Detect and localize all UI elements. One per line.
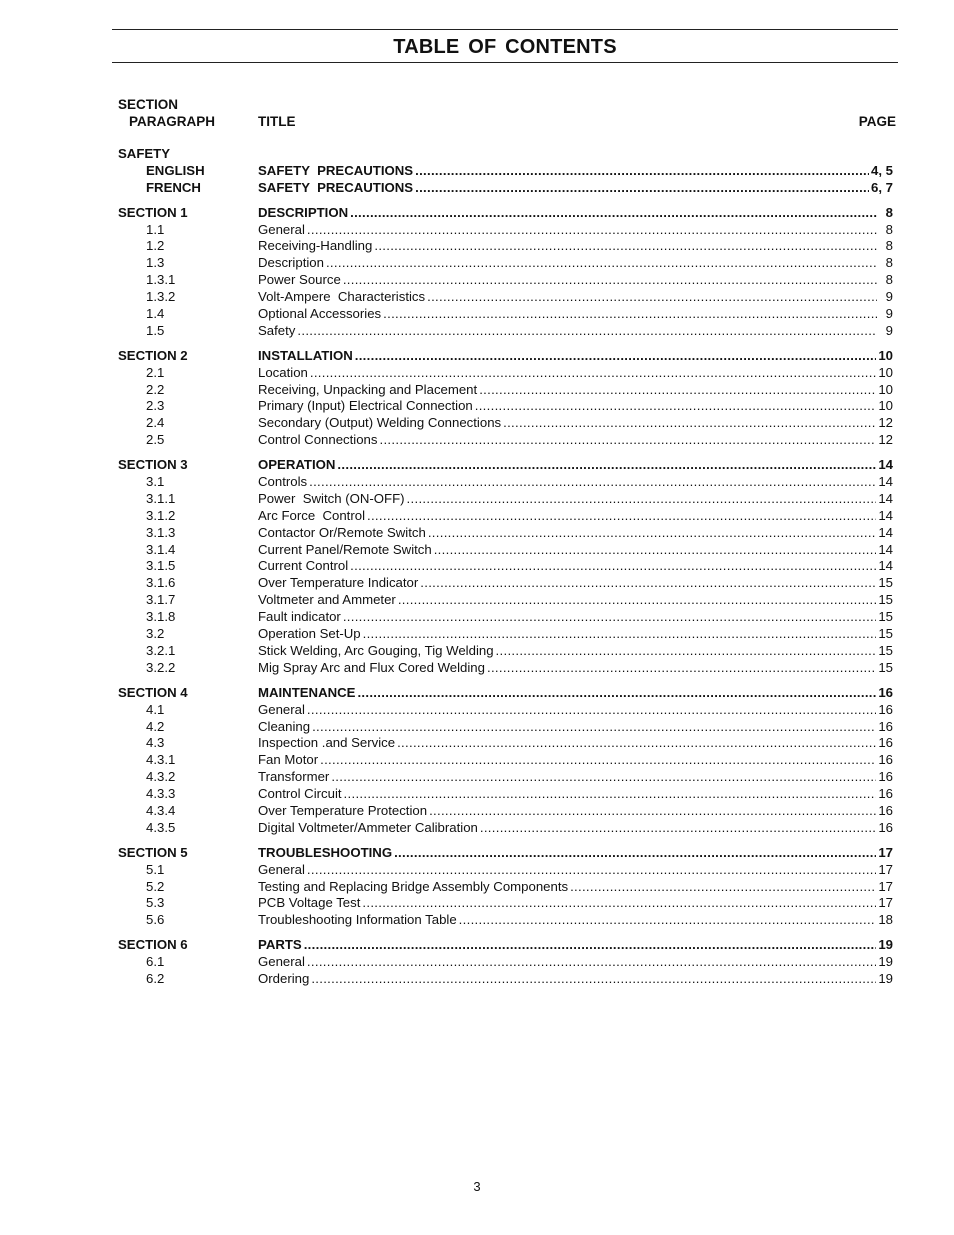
toc-entry — [118, 752, 893, 769]
toc-entry-page: 12 — [878, 415, 893, 431]
toc-entry-title: Cleaning — [258, 718, 311, 734]
toc-entry-title: Inspection .and Service — [258, 735, 396, 751]
toc-entry-number: 4.3.3 — [146, 786, 176, 802]
dot-leader — [337, 457, 876, 474]
toc-entry-number: SECTION 6 — [118, 937, 188, 953]
toc-entry-title: Contactor Or/Remote Switch — [258, 524, 426, 540]
toc-entry-page: 16 — [878, 802, 893, 818]
toc-entry — [118, 306, 893, 323]
dot-leader — [307, 222, 877, 239]
toc-entry-number: 4.3.5 — [146, 819, 176, 835]
toc-entry — [118, 323, 893, 340]
toc-entry-title: Description — [258, 255, 324, 271]
toc-entry-line — [258, 457, 893, 474]
toc-entry-line — [258, 820, 893, 837]
toc-entry — [118, 592, 893, 609]
header-page: PAGE — [858, 114, 896, 129]
toc-entry-number: 1.3.1 — [146, 272, 176, 288]
toc-list — [118, 146, 893, 996]
toc-entry — [118, 971, 893, 988]
toc-entry — [118, 542, 893, 559]
dot-leader — [350, 558, 876, 575]
toc-entry-title: Controls — [258, 474, 308, 490]
toc-entry-page: 15 — [878, 609, 893, 625]
dot-leader — [374, 238, 877, 255]
toc-entry — [118, 735, 893, 752]
toc-entry-page: 16 — [878, 701, 893, 717]
toc-entry-line — [258, 382, 893, 399]
toc-entry-number: SECTION 1 — [118, 204, 188, 220]
toc-entry-number: 1.2 — [146, 238, 165, 254]
toc-entry-page: 17 — [878, 895, 893, 911]
toc-entry-number: 4.2 — [146, 718, 165, 734]
dot-leader — [304, 937, 877, 954]
toc-entry — [118, 432, 893, 449]
dot-leader — [307, 862, 876, 879]
toc-entry — [118, 255, 893, 272]
toc-entry-page: 16 — [878, 735, 893, 751]
toc-entry-page: 10 — [878, 398, 893, 414]
toc-entry-page: 16 — [878, 786, 893, 802]
dot-leader — [427, 289, 877, 306]
toc-entry-title: General — [258, 221, 305, 237]
toc-entry-number: 4.3.2 — [146, 769, 176, 785]
dot-leader — [398, 592, 877, 609]
toc-entry — [118, 643, 893, 660]
toc-entry-page: 15 — [878, 575, 893, 591]
toc-entry-line — [258, 660, 893, 677]
toc-entry-title: Receiving-Handling — [258, 238, 373, 254]
toc-entry — [118, 820, 893, 837]
toc-entry-title: Voltmeter and Ammeter — [258, 592, 396, 608]
dot-leader — [429, 803, 876, 820]
toc-entry-number: 1.5 — [146, 322, 165, 338]
toc-entry-line — [258, 954, 893, 971]
toc-entry-title: Safety — [258, 322, 296, 338]
dot-leader — [367, 508, 876, 525]
toc-entry-page: 14 — [878, 490, 893, 506]
toc-entry — [118, 508, 893, 525]
toc-entry-page: 14 — [878, 558, 893, 574]
toc-entry-number: SECTION 4 — [118, 684, 188, 700]
toc-entry-title: Ordering — [258, 970, 310, 986]
toc-entry-number: FRENCH — [146, 179, 201, 195]
toc-entry-number: 1.3.2 — [146, 289, 176, 305]
toc-entry-page: 19 — [878, 970, 893, 986]
header-section: SECTION — [118, 97, 179, 112]
dot-leader — [415, 180, 869, 197]
header-title: TITLE — [258, 114, 296, 129]
dot-leader — [570, 879, 876, 896]
toc-entry — [118, 702, 893, 719]
toc-entry-number: ENGLISH — [146, 162, 205, 178]
toc-entry-page: 8 — [885, 221, 893, 237]
toc-entry — [118, 660, 893, 677]
toc-entry-title: Current Panel/Remote Switch — [258, 541, 432, 557]
toc-entry-page: 16 — [878, 752, 893, 768]
toc-entry-title: General — [258, 954, 305, 970]
toc-entry-title: General — [258, 861, 305, 877]
toc-entry-page: 8 — [885, 272, 893, 288]
toc-entry-line — [258, 845, 893, 862]
toc-entry-page: 9 — [885, 322, 893, 338]
toc-entry — [118, 803, 893, 820]
dot-leader — [407, 491, 877, 508]
toc-entry — [118, 525, 893, 542]
toc-group — [118, 937, 893, 988]
toc-entry-line — [258, 365, 893, 382]
dot-leader — [434, 542, 877, 559]
toc-entry-line — [258, 272, 893, 289]
toc-entry-number: 3.1.6 — [146, 575, 176, 591]
toc-entry-title: Current Control — [258, 558, 349, 574]
toc-entry-title: Over Temperature Protection — [258, 802, 428, 818]
toc-entry — [118, 348, 893, 365]
toc-group — [118, 205, 893, 340]
dot-leader — [344, 786, 877, 803]
toc-entry-number: 2.1 — [146, 364, 165, 380]
toc-entry-line — [258, 558, 893, 575]
dot-leader — [394, 845, 876, 862]
top-rule — [112, 29, 898, 30]
dot-leader — [343, 609, 877, 626]
toc-entry-page: 12 — [878, 432, 893, 448]
toc-entry-page: 16 — [878, 819, 893, 835]
bottom-rule — [112, 62, 898, 63]
toc-entry — [118, 289, 893, 306]
toc-entry-number: 5.3 — [146, 895, 165, 911]
dot-leader — [357, 685, 876, 702]
toc-entry-title: Fault indicator — [258, 609, 341, 625]
toc-entry — [118, 222, 893, 239]
toc-entry-line — [258, 542, 893, 559]
toc-entry — [118, 457, 893, 474]
dot-leader — [350, 205, 877, 222]
toc-entry-number: 2.3 — [146, 398, 165, 414]
dot-leader — [503, 415, 876, 432]
toc-entry-title: MAINTENANCE — [258, 684, 356, 700]
toc-entry-line — [258, 474, 893, 491]
dot-leader — [343, 272, 877, 289]
toc-entry-number: 1.3 — [146, 255, 165, 271]
dot-leader — [310, 365, 876, 382]
toc-entry — [118, 163, 893, 180]
toc-group — [118, 685, 893, 837]
toc-entry-title: Over Temperature Indicator — [258, 575, 419, 591]
toc-entry-title: Power Source — [258, 272, 341, 288]
toc-entry-number: 3.2.1 — [146, 642, 176, 658]
toc-entry-number: 5.6 — [146, 912, 165, 928]
toc-entry-number: 6.1 — [146, 954, 165, 970]
dot-leader — [320, 752, 876, 769]
toc-entry-page: 17 — [878, 878, 893, 894]
toc-entry-line — [258, 786, 893, 803]
dot-leader — [326, 255, 877, 272]
toc-entry-line — [258, 937, 893, 954]
toc-entry-number: 4.1 — [146, 701, 165, 717]
toc-entry-line — [258, 180, 893, 197]
toc-entry-line — [258, 415, 893, 432]
toc-entry-page: 17 — [878, 844, 893, 860]
toc-group — [118, 348, 893, 449]
dot-leader — [475, 398, 877, 415]
toc-entry-page: 14 — [878, 457, 893, 473]
toc-entry-line — [258, 348, 893, 365]
toc-entry-page: 15 — [878, 659, 893, 675]
toc-entry — [118, 146, 893, 163]
toc-entry-page: 10 — [878, 381, 893, 397]
dot-leader — [479, 382, 876, 399]
dot-leader — [459, 912, 877, 929]
toc-entry-title: Mig Spray Arc and Flux Cored Welding — [258, 659, 485, 675]
toc-entry-title: Fan Motor — [258, 752, 319, 768]
toc-entry — [118, 398, 893, 415]
toc-entry-line — [258, 238, 893, 255]
toc-entry-page: 16 — [878, 769, 893, 785]
dot-leader — [307, 954, 876, 971]
toc-entry-number: 2.4 — [146, 415, 165, 431]
toc-entry-title: SAFETY PRECAUTIONS — [258, 179, 414, 195]
toc-entry-page: 10 — [878, 347, 893, 363]
toc-entry-page: 8 — [885, 255, 893, 271]
toc-entry — [118, 786, 893, 803]
toc-entry-title: Operation Set-Up — [258, 626, 361, 642]
toc-entry-number: 3.1.7 — [146, 592, 176, 608]
toc-entry-page: 17 — [878, 861, 893, 877]
toc-entry — [118, 845, 893, 862]
toc-entry-page: 15 — [878, 592, 893, 608]
toc-entry — [118, 912, 893, 929]
toc-entry-number: 5.2 — [146, 878, 165, 894]
toc-entry-page: 19 — [878, 954, 893, 970]
dot-leader — [363, 626, 877, 643]
toc-entry-line — [258, 895, 893, 912]
toc-entry-line — [258, 702, 893, 719]
toc-group — [118, 845, 893, 929]
dot-leader — [380, 432, 877, 449]
toc-entry-number: SECTION 5 — [118, 844, 188, 860]
toc-entry-line — [258, 205, 893, 222]
toc-entry — [118, 558, 893, 575]
toc-entry — [118, 685, 893, 702]
dot-leader — [415, 163, 869, 180]
toc-entry-page: 8 — [885, 238, 893, 254]
toc-entry-number: 1.4 — [146, 306, 165, 322]
toc-entry-line — [258, 719, 893, 736]
toc-entry-page: 15 — [878, 642, 893, 658]
toc-entry — [118, 365, 893, 382]
toc-entry-title: Location — [258, 364, 308, 380]
toc-entry-page: 16 — [878, 718, 893, 734]
toc-entry-title: Primary (Input) Electrical Connection — [258, 398, 473, 414]
dot-leader — [487, 660, 876, 677]
toc-entry-line — [258, 289, 893, 306]
toc-entry-title: Power Switch (ON-OFF) — [258, 490, 405, 506]
dot-leader — [307, 702, 876, 719]
toc-entry-number: 2.2 — [146, 381, 165, 397]
toc-entry-number: 3.1.5 — [146, 558, 176, 574]
toc-entry-line — [258, 803, 893, 820]
toc-entry-line — [258, 685, 893, 702]
toc-entry-number: 3.1.1 — [146, 490, 176, 506]
toc-entry — [118, 205, 893, 222]
toc-entry — [118, 862, 893, 879]
toc-entry-number: 5.1 — [146, 861, 165, 877]
toc-entry-line — [258, 432, 893, 449]
toc-entry-number: 3.2 — [146, 626, 165, 642]
toc-entry-page: 4, 5 — [871, 162, 893, 178]
toc-entry-line — [258, 508, 893, 525]
toc-entry-title: Control Circuit — [258, 786, 342, 802]
toc-entry — [118, 954, 893, 971]
toc-entry-number: 3.1.4 — [146, 541, 176, 557]
toc-entry — [118, 895, 893, 912]
toc-entry-page: 16 — [878, 684, 893, 700]
toc-entry-title: Digital Voltmeter/Ammeter Calibration — [258, 819, 478, 835]
dot-leader — [480, 820, 876, 837]
header-paragraph: PARAGRAPH — [129, 114, 216, 129]
toc-entry — [118, 575, 893, 592]
toc-entry-page: 9 — [885, 289, 893, 305]
toc-entry-page: 15 — [878, 626, 893, 642]
toc-entry-number: 3.2.2 — [146, 659, 176, 675]
toc-entry-number: 3.1.8 — [146, 609, 176, 625]
toc-entry — [118, 879, 893, 896]
dot-leader — [355, 348, 877, 365]
toc-entry-title: Optional Accessories — [258, 306, 382, 322]
toc-entry-number: 2.5 — [146, 432, 165, 448]
toc-entry — [118, 382, 893, 399]
toc-group — [118, 457, 893, 677]
toc-entry-line — [258, 222, 893, 239]
toc-entry-page: 6, 7 — [871, 179, 893, 195]
page-title: TABLE OF CONTENTS — [393, 36, 617, 58]
toc-entry-line — [258, 735, 893, 752]
toc-entry-line — [258, 163, 893, 180]
toc-entry — [118, 180, 893, 197]
toc-entry-number: SECTION 3 — [118, 457, 188, 473]
toc-entry-number: SAFETY — [118, 146, 171, 161]
dot-leader — [428, 525, 876, 542]
toc-entry-page: 18 — [878, 912, 893, 928]
toc-entry-title: Stick Welding, Arc Gouging, Tig Welding — [258, 642, 494, 658]
toc-entry-title: Receiving, Unpacking and Placement — [258, 381, 478, 397]
toc-entry-number: 6.2 — [146, 970, 165, 986]
dot-leader — [297, 323, 877, 340]
toc-entry-line — [258, 398, 893, 415]
toc-entry — [118, 937, 893, 954]
toc-entry-title: OPERATION — [258, 457, 336, 473]
dot-leader — [420, 575, 876, 592]
toc-entry-number: 1.1 — [146, 221, 165, 237]
dot-leader — [397, 735, 876, 752]
toc-entry-line — [258, 626, 893, 643]
toc-entry-title: Control Connections — [258, 432, 378, 448]
toc-entry — [118, 238, 893, 255]
toc-entry-title: PCB Voltage Test — [258, 895, 361, 911]
toc-entry-title: Arc Force Control — [258, 507, 365, 523]
dot-leader — [309, 474, 876, 491]
dot-leader — [496, 643, 877, 660]
toc-entry-line — [258, 491, 893, 508]
toc-entry-number: 4.3.1 — [146, 752, 176, 768]
toc-entry-line — [258, 971, 893, 988]
toc-entry — [118, 609, 893, 626]
dot-leader — [331, 769, 876, 786]
toc-entry-line — [258, 255, 893, 272]
toc-entry — [118, 769, 893, 786]
toc-entry-line — [258, 862, 893, 879]
toc-entry-line — [258, 643, 893, 660]
toc-entry-page: 9 — [885, 306, 893, 322]
toc-entry-page: 10 — [878, 364, 893, 380]
toc-entry-line — [258, 525, 893, 542]
toc-entry-line — [258, 752, 893, 769]
toc-entry-title: DESCRIPTION — [258, 204, 349, 220]
toc-entry-title: General — [258, 701, 305, 717]
toc-entry-title: Transformer — [258, 769, 330, 785]
toc-entry-number: 3.1.2 — [146, 507, 176, 523]
toc-entry-number: 3.1 — [146, 474, 165, 490]
toc-entry-line — [258, 306, 893, 323]
page-number: 3 — [473, 1179, 481, 1194]
toc-entry-line — [258, 879, 893, 896]
toc-entry-page: 14 — [878, 541, 893, 557]
toc-group — [118, 146, 893, 197]
toc-entry-line — [258, 769, 893, 786]
toc-entry-number: 4.3.4 — [146, 802, 176, 818]
toc-entry-number: 3.1.3 — [146, 524, 176, 540]
toc-entry-page: 14 — [878, 524, 893, 540]
dot-leader — [312, 719, 876, 736]
toc-entry-page: 8 — [885, 204, 893, 220]
toc-entry-line — [258, 575, 893, 592]
toc-entry-line — [258, 912, 893, 929]
toc-entry-line — [258, 323, 893, 340]
toc-entry-title: INSTALLATION — [258, 347, 353, 363]
toc-entry-title: Testing and Replacing Bridge Assembly Components — [258, 878, 569, 894]
dot-leader — [383, 306, 877, 323]
toc-entry — [118, 474, 893, 491]
toc-entry-line — [258, 609, 893, 626]
toc-entry-title: SAFETY PRECAUTIONS — [258, 162, 414, 178]
toc-entry-title: Troubleshooting Information Table — [258, 912, 457, 928]
toc-entry-page: 14 — [878, 507, 893, 523]
toc-entry-title: Volt-Ampere Characteristics — [258, 289, 426, 305]
toc-entry — [118, 491, 893, 508]
toc-entry — [118, 272, 893, 289]
dot-leader — [311, 971, 876, 988]
toc-entry-number: 4.3 — [146, 735, 165, 751]
toc-entry-page: 14 — [878, 474, 893, 490]
toc-entry-title: PARTS — [258, 937, 302, 953]
toc-entry-line — [258, 592, 893, 609]
toc-entry — [118, 626, 893, 643]
toc-entry-page: 19 — [878, 937, 893, 953]
toc-entry-number: SECTION 2 — [118, 347, 188, 363]
toc-entry-title: Secondary (Output) Welding Connections — [258, 415, 502, 431]
toc-entry — [118, 415, 893, 432]
toc-entry — [118, 719, 893, 736]
dot-leader — [362, 895, 876, 912]
toc-entry-title: TROUBLESHOOTING — [258, 844, 393, 860]
